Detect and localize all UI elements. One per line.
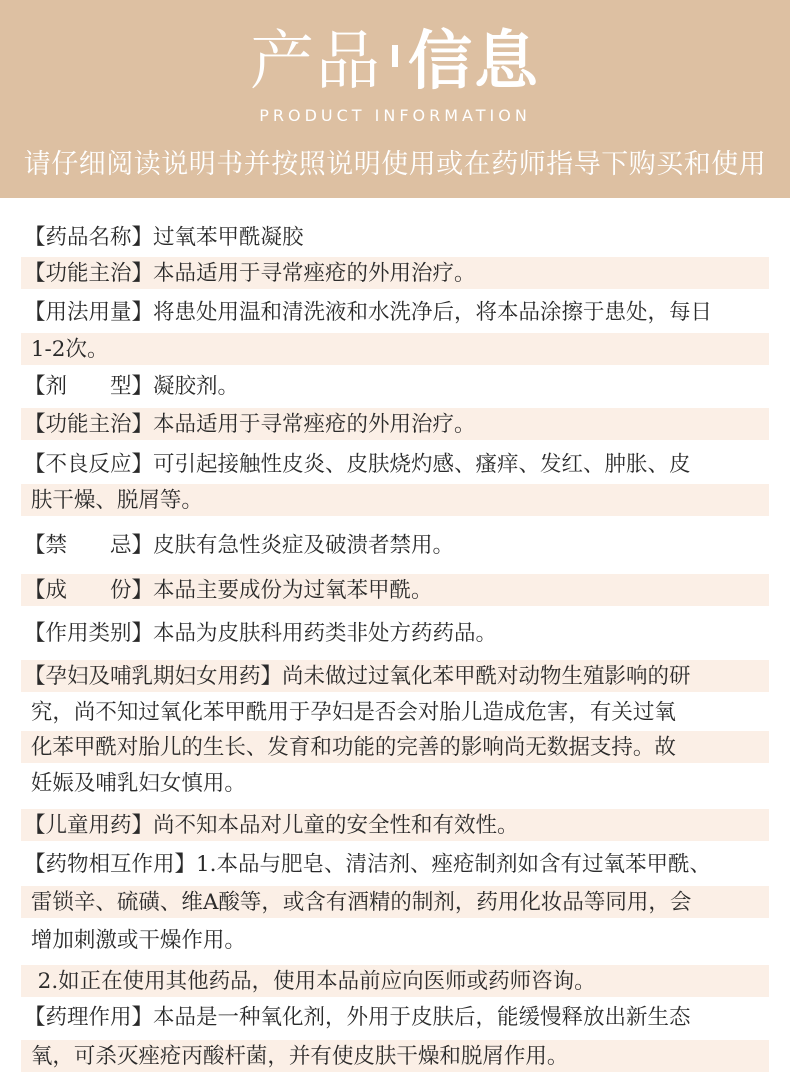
info-line-interactions-cont: 雷锁辛、硫磺、维A酸等，或含有酒精的制剂，药用化妆品等同用，会 (24, 890, 692, 915)
info-line-pregnancy: 【孕妇及哺乳期妇女用药】尚未做过过氧化苯甲酰对动物生殖影响的研 (24, 664, 691, 689)
info-line-interactions-item-2: 2.如正在使用其他药品，使用本品前应向医师或药师咨询。 (24, 969, 596, 994)
info-line-pregnancy-cont: 化苯甲酰对胎儿的生长、发育和功能的完善的影响尚无数据支持。故 (24, 735, 676, 760)
usage-notice: 请仔细阅读说明书并按照说明使用或在药师指导下购买和使用 (23, 149, 767, 180)
info-line-category: 【作用类别】本品为皮肤科用药类非处方药药品。 (24, 621, 498, 646)
info-line-indications-2: 【功能主治】本品适用于寻常痤疮的外用治疗。 (24, 412, 476, 437)
info-line-pregnancy-cont: 妊娠及哺乳妇女慎用。 (24, 771, 246, 796)
info-line-interactions: 【药物相互作用】1.本品与肥皂、清洁剂、痤疮制剂如含有过氧苯甲酰、 (24, 852, 712, 877)
info-line-pharmacology: 【药理作用】本品是一种氧化剂，外用于皮肤后，能缓慢释放出新生态 (24, 1005, 691, 1030)
info-line-dosage: 【用法用量】将患处用温和清洗液和水洗净后，将本品涂擦于患处，每日 (24, 300, 713, 325)
info-line-pregnancy-cont: 究，尚不知过氧化苯甲酰用于孕妇是否会对胎儿造成危害，有关过氧 (24, 700, 676, 725)
info-line-adverse-reactions: 【不良反应】可引起接触性皮炎、皮肤烧灼感、瘙痒、发红、肿胀、皮 (24, 452, 691, 477)
page-subtitle: PRODUCT INFORMATION (259, 106, 531, 125)
info-line-pediatric: 【儿童用药】尚不知本品对儿童的安全性和有效性。 (24, 813, 519, 838)
info-line-pharmacology-cont: 氧，可杀灭痤疮丙酸杆菌，并有使皮肤干燥和脱屑作用。 (24, 1044, 569, 1069)
info-line-adverse-reactions-cont: 肤干燥、脱屑等。 (24, 488, 203, 513)
row-stripe (21, 333, 769, 365)
title-part-info: 信息 (408, 25, 540, 99)
info-line-ingredients: 【成 份】本品主要成份为过氧苯甲酰。 (24, 578, 433, 603)
info-line-drug-name: 【药品名称】过氧苯甲酰凝胶 (24, 225, 304, 250)
info-line-interactions-cont: 增加刺激或干燥作用。 (24, 928, 246, 953)
info-line-dosage-cont: 1-2次。 (24, 337, 109, 362)
title-part-product: 产品 (250, 25, 382, 99)
info-line-contraindications: 【禁 忌】皮肤有急性炎症及破溃者禁用。 (24, 533, 455, 558)
info-line-indications: 【功能主治】本品适用于寻常痤疮的外用治疗。 (24, 261, 476, 286)
info-line-dosage-form: 【剂 型】凝胶剂。 (24, 374, 240, 399)
